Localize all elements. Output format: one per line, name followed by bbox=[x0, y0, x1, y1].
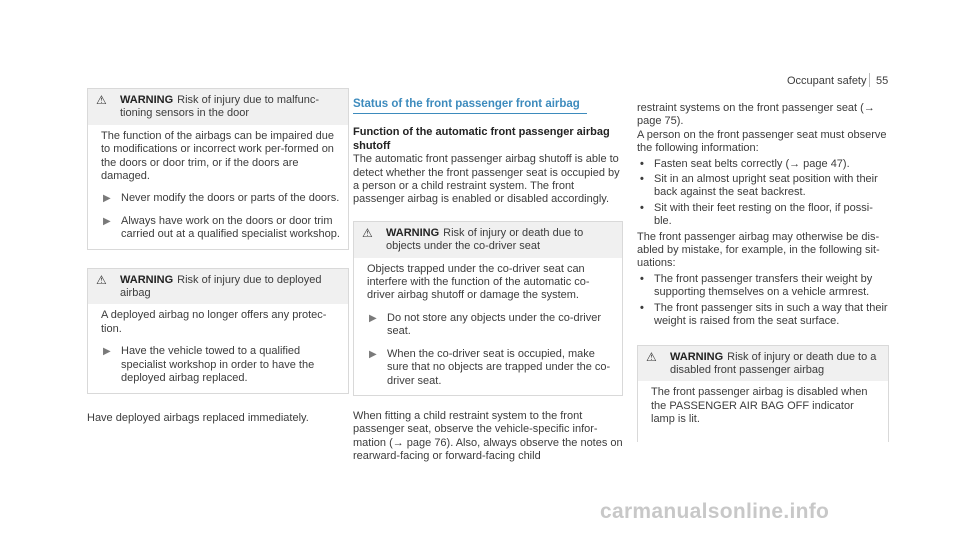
column-left bbox=[87, 88, 349, 425]
warning-title: Risk of injury or death due to objects under the co-driver seat bbox=[386, 226, 584, 253]
instruction-step bbox=[367, 348, 614, 388]
warning-triangle-icon: ⚠ bbox=[646, 349, 657, 364]
column-right bbox=[637, 88, 889, 454]
warning-label: WARNING bbox=[120, 94, 174, 106]
bullet-icon: • bbox=[640, 301, 644, 314]
list-item: • The front passenger transfers their weight by supporting themselves on a vehicle armrest. bbox=[637, 273, 889, 300]
instruction-step bbox=[101, 192, 340, 205]
outro-text: When fitting a child restraint system to the front passenger seat, observe the vehicle-specific infor-mation (→ page 76). Also, always observe the notes on rearward-facing or forward-facing child bbox=[353, 409, 623, 463]
list-item: • The front passenger sits in such a way that their weight is raised from the seat surface. bbox=[637, 302, 889, 329]
warning-body bbox=[638, 381, 888, 441]
warning-title: Risk of injury due to deployed airbag bbox=[120, 273, 322, 300]
step-text: Never modify the doors or parts of the doors. bbox=[121, 192, 340, 205]
watermark-text: carmanualsonline.info bbox=[600, 500, 830, 523]
warning-body bbox=[88, 125, 348, 249]
arrow-right-icon: ▶ bbox=[369, 348, 377, 360]
warning-title: Risk of injury due to malfunc-tioning sensors in the door bbox=[120, 94, 320, 120]
intro-text: restraint systems on the front passenger seat (→ page 75). bbox=[637, 102, 875, 128]
warning-label: WARNING bbox=[120, 273, 174, 286]
warning-text: The front passenger airbag is disabled when the PASSENGER AIR BAG OFF indicator lamp is lit. bbox=[651, 386, 868, 426]
warning-triangle-icon: ⚠ bbox=[96, 93, 107, 107]
subheading: Function of the automatic front passenger airbag shutoff bbox=[353, 126, 610, 152]
step-text: When the co-driver seat is occupied, make sure that no objects are trapped under the co-driver seat. bbox=[387, 347, 611, 387]
intro-text: The automatic front passenger airbag shutoff is able to detect whether the front passenger seat is occupied by a person or a child restraint system. The front passenger airbag is enabled or disabled accordingly. bbox=[353, 153, 620, 206]
warning-header bbox=[638, 346, 888, 382]
warning-box-door-sensors bbox=[87, 88, 349, 250]
section-title: Occupant safety bbox=[787, 75, 867, 87]
warning-body bbox=[88, 304, 348, 392]
section-heading-link[interactable]: Status of the front passenger front airbag bbox=[353, 98, 587, 114]
arrow-right-icon: ▶ bbox=[103, 346, 111, 358]
bullet-icon: • bbox=[640, 201, 644, 214]
warning-text: A deployed airbag no longer offers any protec-tion. bbox=[101, 309, 327, 335]
intro-text: A person on the front passenger seat must observe the following information: bbox=[637, 128, 887, 155]
warning-box-disabled-airbag bbox=[637, 345, 889, 442]
arrow-right-icon: ▶ bbox=[103, 215, 111, 227]
warning-header bbox=[88, 269, 348, 305]
step-text: Always have work on the doors or door trim carried out at a qualified specialist workshop. bbox=[121, 214, 340, 241]
paragraph-text: The front passenger airbag may otherwise be dis-abled by mistake, for example, in the following sit-uations: bbox=[637, 230, 880, 270]
step-text: Have the vehicle towed to a qualified specialist workshop in order to have the deployed airbag replaced. bbox=[121, 345, 315, 385]
arrow-right-icon: ▶ bbox=[103, 193, 111, 205]
bullet-icon: • bbox=[640, 173, 644, 186]
warning-header bbox=[88, 89, 348, 125]
bullet-icon: • bbox=[640, 272, 644, 285]
warning-body bbox=[354, 258, 622, 395]
list-item: • Fasten seat belts correctly (→ page 47). bbox=[637, 158, 889, 171]
instruction-step bbox=[367, 312, 614, 339]
note-text: Have deployed airbags replaced immediately. bbox=[87, 411, 309, 424]
warning-box-deployed-airbag bbox=[87, 268, 349, 394]
warning-header bbox=[354, 222, 622, 258]
column-middle bbox=[353, 88, 623, 464]
warning-triangle-icon: ⚠ bbox=[362, 225, 373, 240]
step-text: Do not store any objects under the co-driver seat. bbox=[387, 311, 602, 338]
warning-title: Risk of injury or death due to a disabled front passenger airbag bbox=[670, 350, 877, 376]
header-divider bbox=[869, 73, 870, 87]
list-item: • Sit in an almost upright seat position with their back against the seat backrest. bbox=[637, 173, 889, 200]
page-number: 55 bbox=[876, 75, 889, 87]
warning-triangle-icon: ⚠ bbox=[96, 272, 107, 287]
warning-box-objects-under-seat bbox=[353, 221, 623, 396]
warning-text: Objects trapped under the co-driver seat can interfere with the function of the automatic co-driver airbag shutoff or damage the system. bbox=[367, 262, 590, 302]
warning-text: The function of the airbags can be impaired due to modifications or incorrect work per-formed on the doors or door trim, or if the doors are damaged. bbox=[101, 129, 334, 183]
instruction-step bbox=[101, 215, 340, 242]
warning-label: WARNING bbox=[386, 226, 440, 239]
instruction-step bbox=[101, 345, 340, 385]
list-item: • Sit with their feet resting on the floor, if possi-ble. bbox=[637, 202, 889, 229]
bullet-icon: • bbox=[640, 157, 644, 170]
arrow-right-icon: ▶ bbox=[369, 312, 377, 324]
warning-label: WARNING bbox=[670, 350, 724, 363]
